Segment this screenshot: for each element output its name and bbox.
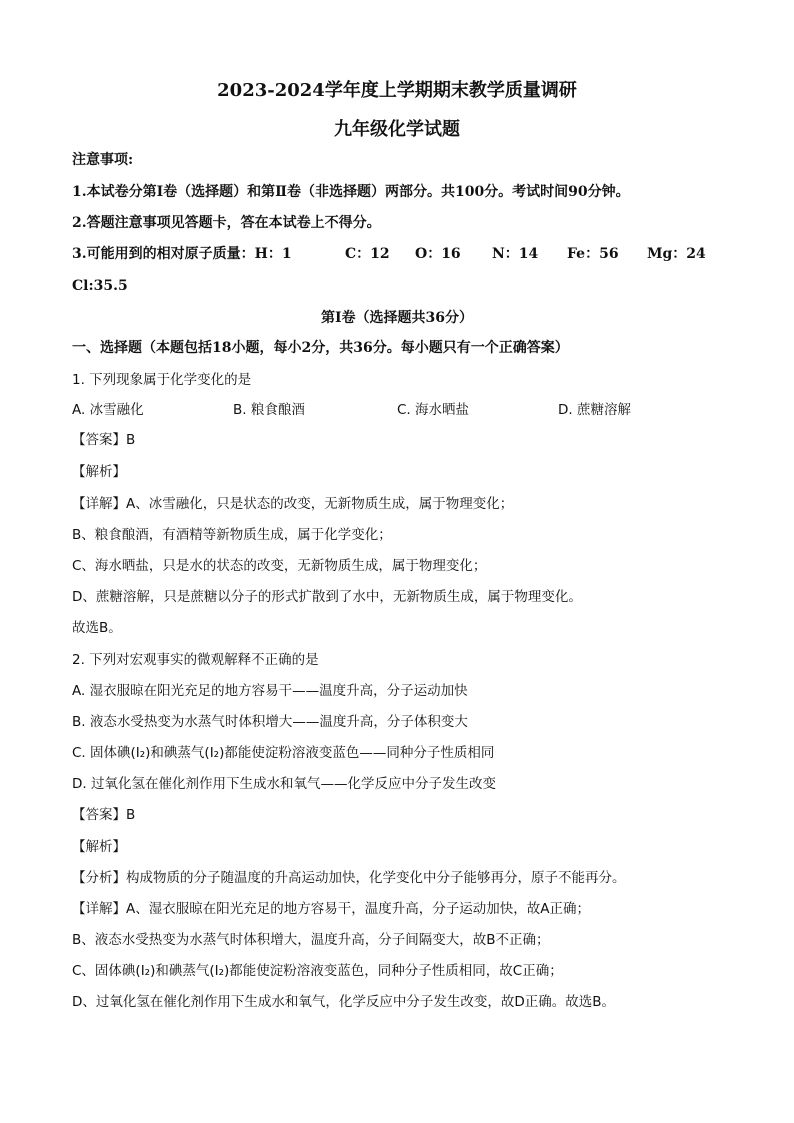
q1-options: [72, 400, 722, 420]
q2-detail-line: D、过氧化氢在催化剂作用下生成水和氧气，化学反应中分子发生改变，故D正确。故选B。: [72, 994, 616, 1010]
q2-option-c: C. 固体碘(I₂)和碘蒸气(I₂)都能使淀粉溶液变蓝色——同种分子性质相同: [72, 745, 495, 761]
q2-analysis: 【分析】构成物质的分子随温度的升高运动加快，化学变化中分子能够再分，原子不能再分。: [72, 870, 626, 886]
q1-analysis-label: 【解析】: [72, 464, 126, 480]
exam-subtitle: 九年级化学试题: [334, 119, 460, 140]
q1-option-c: C. 海水晒盐: [397, 402, 470, 418]
atomic-mass-label: 3.可能用到的相对原子质量：H：1: [72, 246, 292, 262]
q1-answer: 【答案】B: [72, 432, 136, 448]
q2-analysis-label: 【解析】: [72, 839, 126, 855]
q2-detail-line: 【详解】A、湿衣服晾在阳光充足的地方容易干，温度升高，分子运动加快，故A正确；: [72, 901, 590, 917]
volume-title: 第Ⅰ卷（选择题共36分）: [320, 310, 474, 326]
q1-detail-line: C、海水晒盐，只是水的状态的改变，无新物质生成，属于物理变化；: [72, 558, 487, 574]
q2-option-b: B. 液态水受热变为水蒸气时体积增大——温度升高，分子体积变大: [72, 714, 468, 730]
q1-detail-line: D、蔗糖溶解，只是蔗糖以分子的形式扩散到了水中，无新物质生成，属于物理变化。: [72, 589, 582, 605]
atomic-mass-mg: Mg：24: [647, 246, 706, 262]
exam-title: 2023-2024学年度上学期期末教学质量调研: [217, 80, 577, 101]
atomic-mass-fe: Fe：56: [567, 246, 619, 262]
notice-item-1: 1.本试卷分第Ⅰ卷（选择题）和第Ⅱ卷（非选择题）两部分。共100分。考试时间90分钟。: [72, 184, 630, 200]
q1-option-b: B. 粮食酿酒: [233, 402, 305, 418]
q1-detail-line: 【详解】A、冰雪融化，只是状态的改变，无新物质生成，属于物理变化；: [72, 496, 514, 512]
atomic-mass-n: N：14: [492, 246, 539, 262]
q2-detail-line: B、液态水受热变为水蒸气时体积增大，温度升高，分子间隔变大，故B不正确；: [72, 932, 550, 948]
q1-option-a: A. 冰雪融化: [72, 402, 144, 418]
q1-conclusion: 故选B。: [72, 620, 122, 636]
q2-option-a: A. 湿衣服晾在阳光充足的地方容易干——温度升高，分子运动加快: [72, 683, 468, 699]
q1-option-d: D. 蔗糖溶解: [558, 402, 631, 418]
q1-detail-line: B、粮食酿酒，有酒精等新物质生成，属于化学变化；: [72, 527, 392, 543]
q2-answer: 【答案】B: [72, 807, 136, 823]
notice-item-2: 2.答题注意事项见答题卡，答在本试卷上不得分。: [72, 215, 381, 231]
atomic-mass-o: O：16: [415, 246, 461, 262]
atomic-mass-cl: Cl:35.5: [72, 278, 128, 294]
notice-heading: 注意事项:: [72, 152, 134, 168]
q1-stem: 1. 下列现象属于化学变化的是: [72, 372, 252, 388]
atomic-mass-c: C：12: [345, 246, 390, 262]
q2-detail-line: C、固体碘(I₂)和碘蒸气(I₂)都能使淀粉溶液变蓝色，同种分子性质相同，故C正确；: [72, 963, 563, 979]
q2-option-d: D. 过氧化氢在催化剂作用下生成水和氧气——化学反应中分子发生改变: [72, 776, 496, 792]
q2-stem: 2. 下列对宏观事实的微观解释不正确的是: [72, 652, 319, 668]
part-title: 一、选择题（本题包括18小题，每小2分，共36分。每小题只有一个正确答案）: [72, 340, 569, 356]
